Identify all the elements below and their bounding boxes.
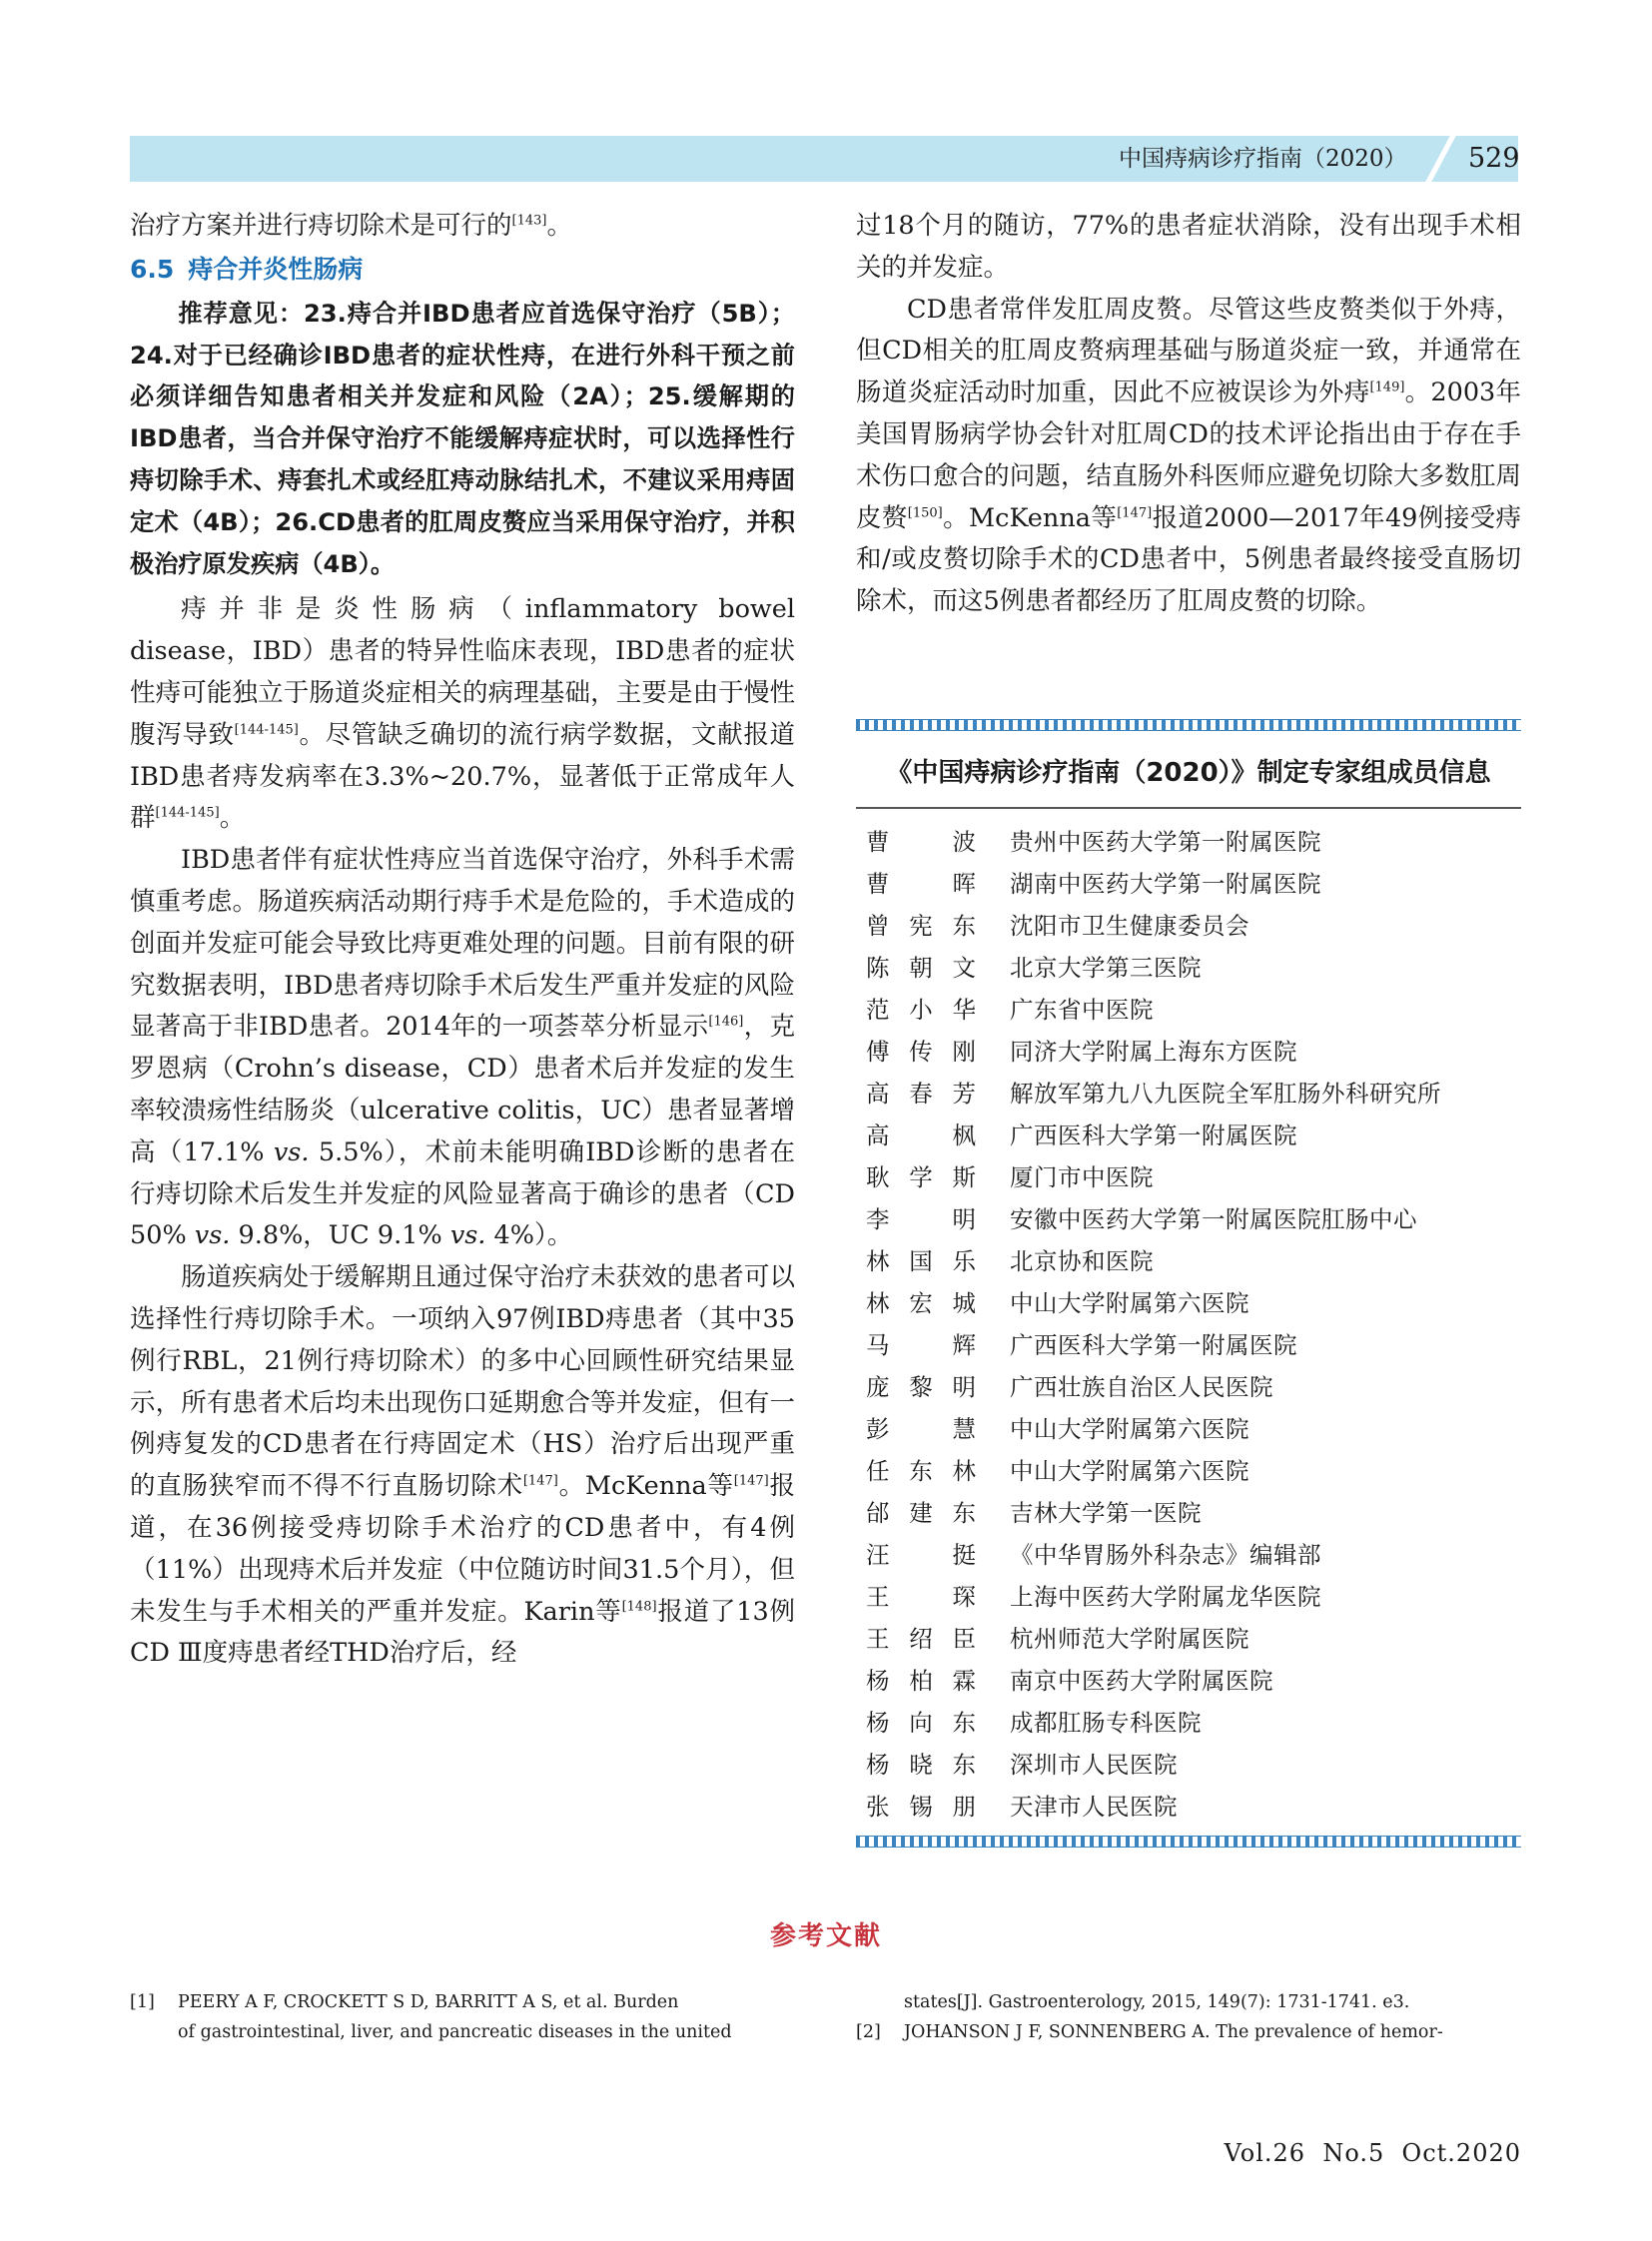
expert-affiliation: 广西壮族自治区人民医院 [1010, 1373, 1273, 1401]
section-number: 6.5 [130, 254, 175, 284]
running-title: 中国痔病诊疗指南（2020） [1119, 146, 1407, 172]
issue-info [1225, 2139, 1521, 2167]
expert-affiliation: 北京大学第三医院 [1010, 954, 1202, 982]
expert-name: 庞黎明 [866, 1373, 976, 1401]
recommendation-text: 23.痔合并IBD患者应首选保守治疗（5B）；24.对于已经确诊IBD患者的症状性痔，在进行外科干预之前必须详细告知患者相关并发症和风险（2A）；25.缓解期的IBD患者，当合并保守治疗不能缓解痔症状时，可以选择性行痔切除手术、痔套扎术或经肛痔动脉结扎术，不建议采用痔固定术（4B）；26.CD患者的肛周皮赘应当采用保守治疗，并积极治疗原发疾病（4B）。 [130, 299, 795, 578]
expert-name: 杨柏霖 [866, 1667, 976, 1695]
expert-row [856, 863, 1521, 905]
expert-name: 傅传刚 [866, 1038, 976, 1066]
citation: [144-145] [234, 722, 299, 738]
expert-affiliation: 同济大学附属上海东方医院 [1010, 1038, 1297, 1066]
paragraph: 治疗方案并进行痔切除术是可行的[143]。 [130, 211, 572, 241]
expert-name: 高枫 [866, 1121, 976, 1149]
expert-name: 彭慧 [866, 1415, 976, 1443]
paragraph: IBD患者伴有症状性痔应当首选保守治疗，外科手术需慎重考虑。肠道疾病活动期行痔手术是危险的，手术造成的创面并发症可能会导致比痔更难处理的问题。目前有限的研究数据表明，IBD患者痔切除手术后发生严重并发症的风险显著高于非IBD患者。2014年的一项荟萃分析显示[146]，克罗恩病（Crohn’s disease，CD）患者术后并发症的发生率较溃疡性结肠炎（ulcerative colitis，UC）患者显著增高（17.1% vs. 5.5%），术前未能明确IBD诊断的患者在行痔切除术后发生并发症的风险显著高于确诊的患者（CD 50% vs. 9.8%，UC 9.1% vs. 4%）。 [130, 845, 796, 1251]
reference-text: PEERY A F, CROCKETT S D, BARRITT A S, et al. Burden [178, 1992, 679, 2012]
citation: [144-145] [155, 805, 220, 821]
expert-name: 张锡朋 [866, 1793, 976, 1821]
expert-row [856, 1576, 1521, 1618]
citation: [143] [511, 213, 547, 229]
expert-affiliation: 中山大学附属第六医院 [1010, 1457, 1249, 1485]
left-column [130, 206, 795, 1675]
expert-row [856, 1492, 1521, 1534]
expert-affiliation: 广东省中医院 [1010, 996, 1154, 1024]
expert-row [856, 989, 1521, 1031]
issue-date: Oct.2020 [1401, 2139, 1521, 2167]
expert-name: 杨晓东 [866, 1751, 976, 1779]
expert-name: 邰建东 [866, 1499, 976, 1527]
reference-number: [1] [130, 1992, 155, 2012]
reference-continuation: states[J]. Gastroenterology, 2015, 149(7): 1731-1741. e3. [904, 1992, 1410, 2012]
expert-name: 任东林 [866, 1457, 976, 1485]
expert-affiliation: 成都肛肠专科医院 [1010, 1709, 1202, 1737]
expert-affiliation: 中山大学附属第六医院 [1010, 1415, 1249, 1443]
expert-row [856, 1534, 1521, 1576]
citation: [147] [1117, 505, 1153, 521]
references-right [856, 1987, 1521, 2047]
reference-item [856, 2017, 1521, 2047]
expert-row [856, 1702, 1521, 1744]
expert-name: 马辉 [866, 1331, 976, 1359]
citation: [150] [907, 505, 943, 521]
expert-affiliation: 解放军第九八九医院全军肛肠外科研究所 [1010, 1080, 1441, 1108]
reference-item [130, 1987, 795, 2017]
expert-name: 林国乐 [866, 1247, 976, 1275]
reference-continuation: of gastrointestinal, liver, and pancreatic diseases in the united [178, 2022, 732, 2042]
expert-row [856, 1786, 1521, 1828]
issue-number: No.5 [1322, 2139, 1385, 2167]
expert-row [856, 1618, 1521, 1660]
expert-affiliation: 吉林大学第一医院 [1010, 1499, 1202, 1527]
expert-row [856, 1408, 1521, 1450]
expert-affiliation: 上海中医药大学附属龙华医院 [1010, 1583, 1321, 1611]
expert-affiliation: 贵州中医药大学第一附属医院 [1010, 828, 1321, 856]
paragraph: CD患者常伴发肛周皮赘。尽管这些皮赘类似于外痔，但CD相关的肛周皮赘病理基础与肠道炎症一致，并通常在肠道炎症活动时加重，因此不应被误诊为外痔[149]。2003年美国胃肠病学协会针对肛周CD的技术评论指出由于存在手术伤口愈合的问题，结直肠外科医师应避免切除大多数肛周皮赘[150]。McKenna等[147]报道2000—2017年49例接受痔和/或皮赘切除手术的CD患者中，5例患者最终接受直肠切除术，而这5例患者都经历了肛周皮赘的切除。 [856, 294, 1521, 617]
expert-affiliation: 广西医科大学第一附属医院 [1010, 1331, 1297, 1359]
expert-affiliation: 北京协和医院 [1010, 1247, 1154, 1275]
expert-name: 王绍臣 [866, 1625, 976, 1653]
expert-name: 杨向东 [866, 1709, 976, 1737]
expert-row [856, 1366, 1521, 1408]
expert-name: 王琛 [866, 1583, 976, 1611]
expert-name: 陈朝文 [866, 954, 976, 982]
citation: [147] [733, 1473, 769, 1489]
expert-row [856, 1073, 1521, 1115]
recommendation-label: 推荐意见： [178, 299, 304, 328]
expert-name: 高春芳 [866, 1080, 976, 1108]
expert-list [856, 809, 1521, 1828]
expert-row [856, 1156, 1521, 1198]
expert-affiliation: 天津市人民医院 [1010, 1793, 1178, 1821]
expert-row [856, 1282, 1521, 1324]
paragraph: 过18个月的随访，77%的患者症状消除，没有出现手术相关的并发症。 [856, 211, 1521, 283]
section-heading [130, 250, 795, 290]
reference-text: JOHANSON J F, SONNENBERG A. The prevalence of hemor- [904, 2022, 1443, 2042]
expert-affiliation: 沈阳市卫生健康委员会 [1010, 912, 1249, 940]
citation: [147] [522, 1473, 558, 1489]
expert-panel-title: 《中国痔病诊疗指南（2020）》制定专家组成员信息 [856, 731, 1521, 809]
expert-row [856, 1450, 1521, 1492]
expert-row [856, 1198, 1521, 1240]
references-left [130, 1987, 795, 2047]
expert-affiliation: 广西医科大学第一附属医院 [1010, 1121, 1297, 1149]
expert-affiliation: 厦门市中医院 [1010, 1163, 1154, 1191]
expert-row [856, 1031, 1521, 1073]
paragraph: 肠道疾病处于缓解期且通过保守治疗未获效的患者可以选择性行痔切除手术。一项纳入97例IBD痔患者（其中35例行RBL，21例行痔切除术）的多中心回顾性研究结果显示，所有患者术后均未出现伤口延期愈合等并发症，但有一例痔复发的CD患者在行痔固定术（HS）治疗后出现严重的直肠狭窄而不得不行直肠切除术[147]。McKenna等[147]报道，在36例接受痔切除手术治疗的CD患者中，有4例（11%）出现痔术后并发症（中位随访时间31.5个月），但未发生与手术相关的严重并发症。Karin等[148]报道了13例CD Ⅲ度痔患者经THD治疗后，经 [130, 1262, 795, 1669]
expert-panel [856, 719, 1521, 1848]
expert-name: 林宏城 [866, 1289, 976, 1317]
page-number: 529 [1468, 143, 1520, 174]
expert-row [856, 947, 1521, 989]
right-column [856, 206, 1521, 623]
expert-affiliation: 安徽中医药大学第一附属医院肛肠中心 [1010, 1205, 1417, 1233]
expert-affiliation: 湖南中医药大学第一附属医院 [1010, 870, 1321, 898]
recommendation-block [130, 294, 795, 586]
expert-name: 曹晖 [866, 870, 976, 898]
expert-name: 范小华 [866, 996, 976, 1024]
expert-name: 曹波 [866, 828, 976, 856]
expert-affiliation: 南京中医药大学附属医院 [1010, 1667, 1273, 1695]
decorative-border-bottom [856, 1836, 1521, 1848]
section-title: 痔合并炎性肠病 [188, 254, 364, 284]
expert-affiliation: 中山大学附属第六医院 [1010, 1289, 1249, 1317]
expert-affiliation: 《中华胃肠外科杂志》编辑部 [1010, 1541, 1321, 1569]
expert-name: 汪挺 [866, 1541, 976, 1569]
expert-affiliation: 杭州师范大学附属医院 [1010, 1625, 1249, 1653]
expert-row [856, 905, 1521, 947]
expert-row [856, 1115, 1521, 1156]
expert-name: 耿学斯 [866, 1163, 976, 1191]
references-heading: 参考文献 [769, 1921, 882, 1951]
paragraph: 痔并非是炎性肠病（inflammatory bowel disease，IBD）患者的特异性临床表现，IBD患者的症状性痔可能独立于肠道炎症相关的病理基础，主要是由于慢性腹泻导致[144-145]。尽管缺乏确切的流行病学数据，文献报道IBD患者痔发病率在3.3%~20.7%，显著低于正常成年人群[144-145]。 [130, 594, 795, 834]
expert-row [856, 1744, 1521, 1786]
expert-row [856, 821, 1521, 863]
expert-name: 曾宪东 [866, 912, 976, 940]
expert-row [856, 1324, 1521, 1366]
citation: [148] [621, 1599, 657, 1614]
expert-name: 李明 [866, 1205, 976, 1233]
expert-row [856, 1240, 1521, 1282]
volume: Vol.26 [1224, 2139, 1306, 2167]
expert-row [856, 1660, 1521, 1702]
citation: [146] [708, 1014, 744, 1030]
expert-affiliation: 深圳市人民医院 [1010, 1751, 1178, 1779]
decorative-border-top [856, 719, 1521, 731]
reference-number: [2] [856, 2022, 881, 2042]
citation: [149] [1369, 379, 1405, 395]
